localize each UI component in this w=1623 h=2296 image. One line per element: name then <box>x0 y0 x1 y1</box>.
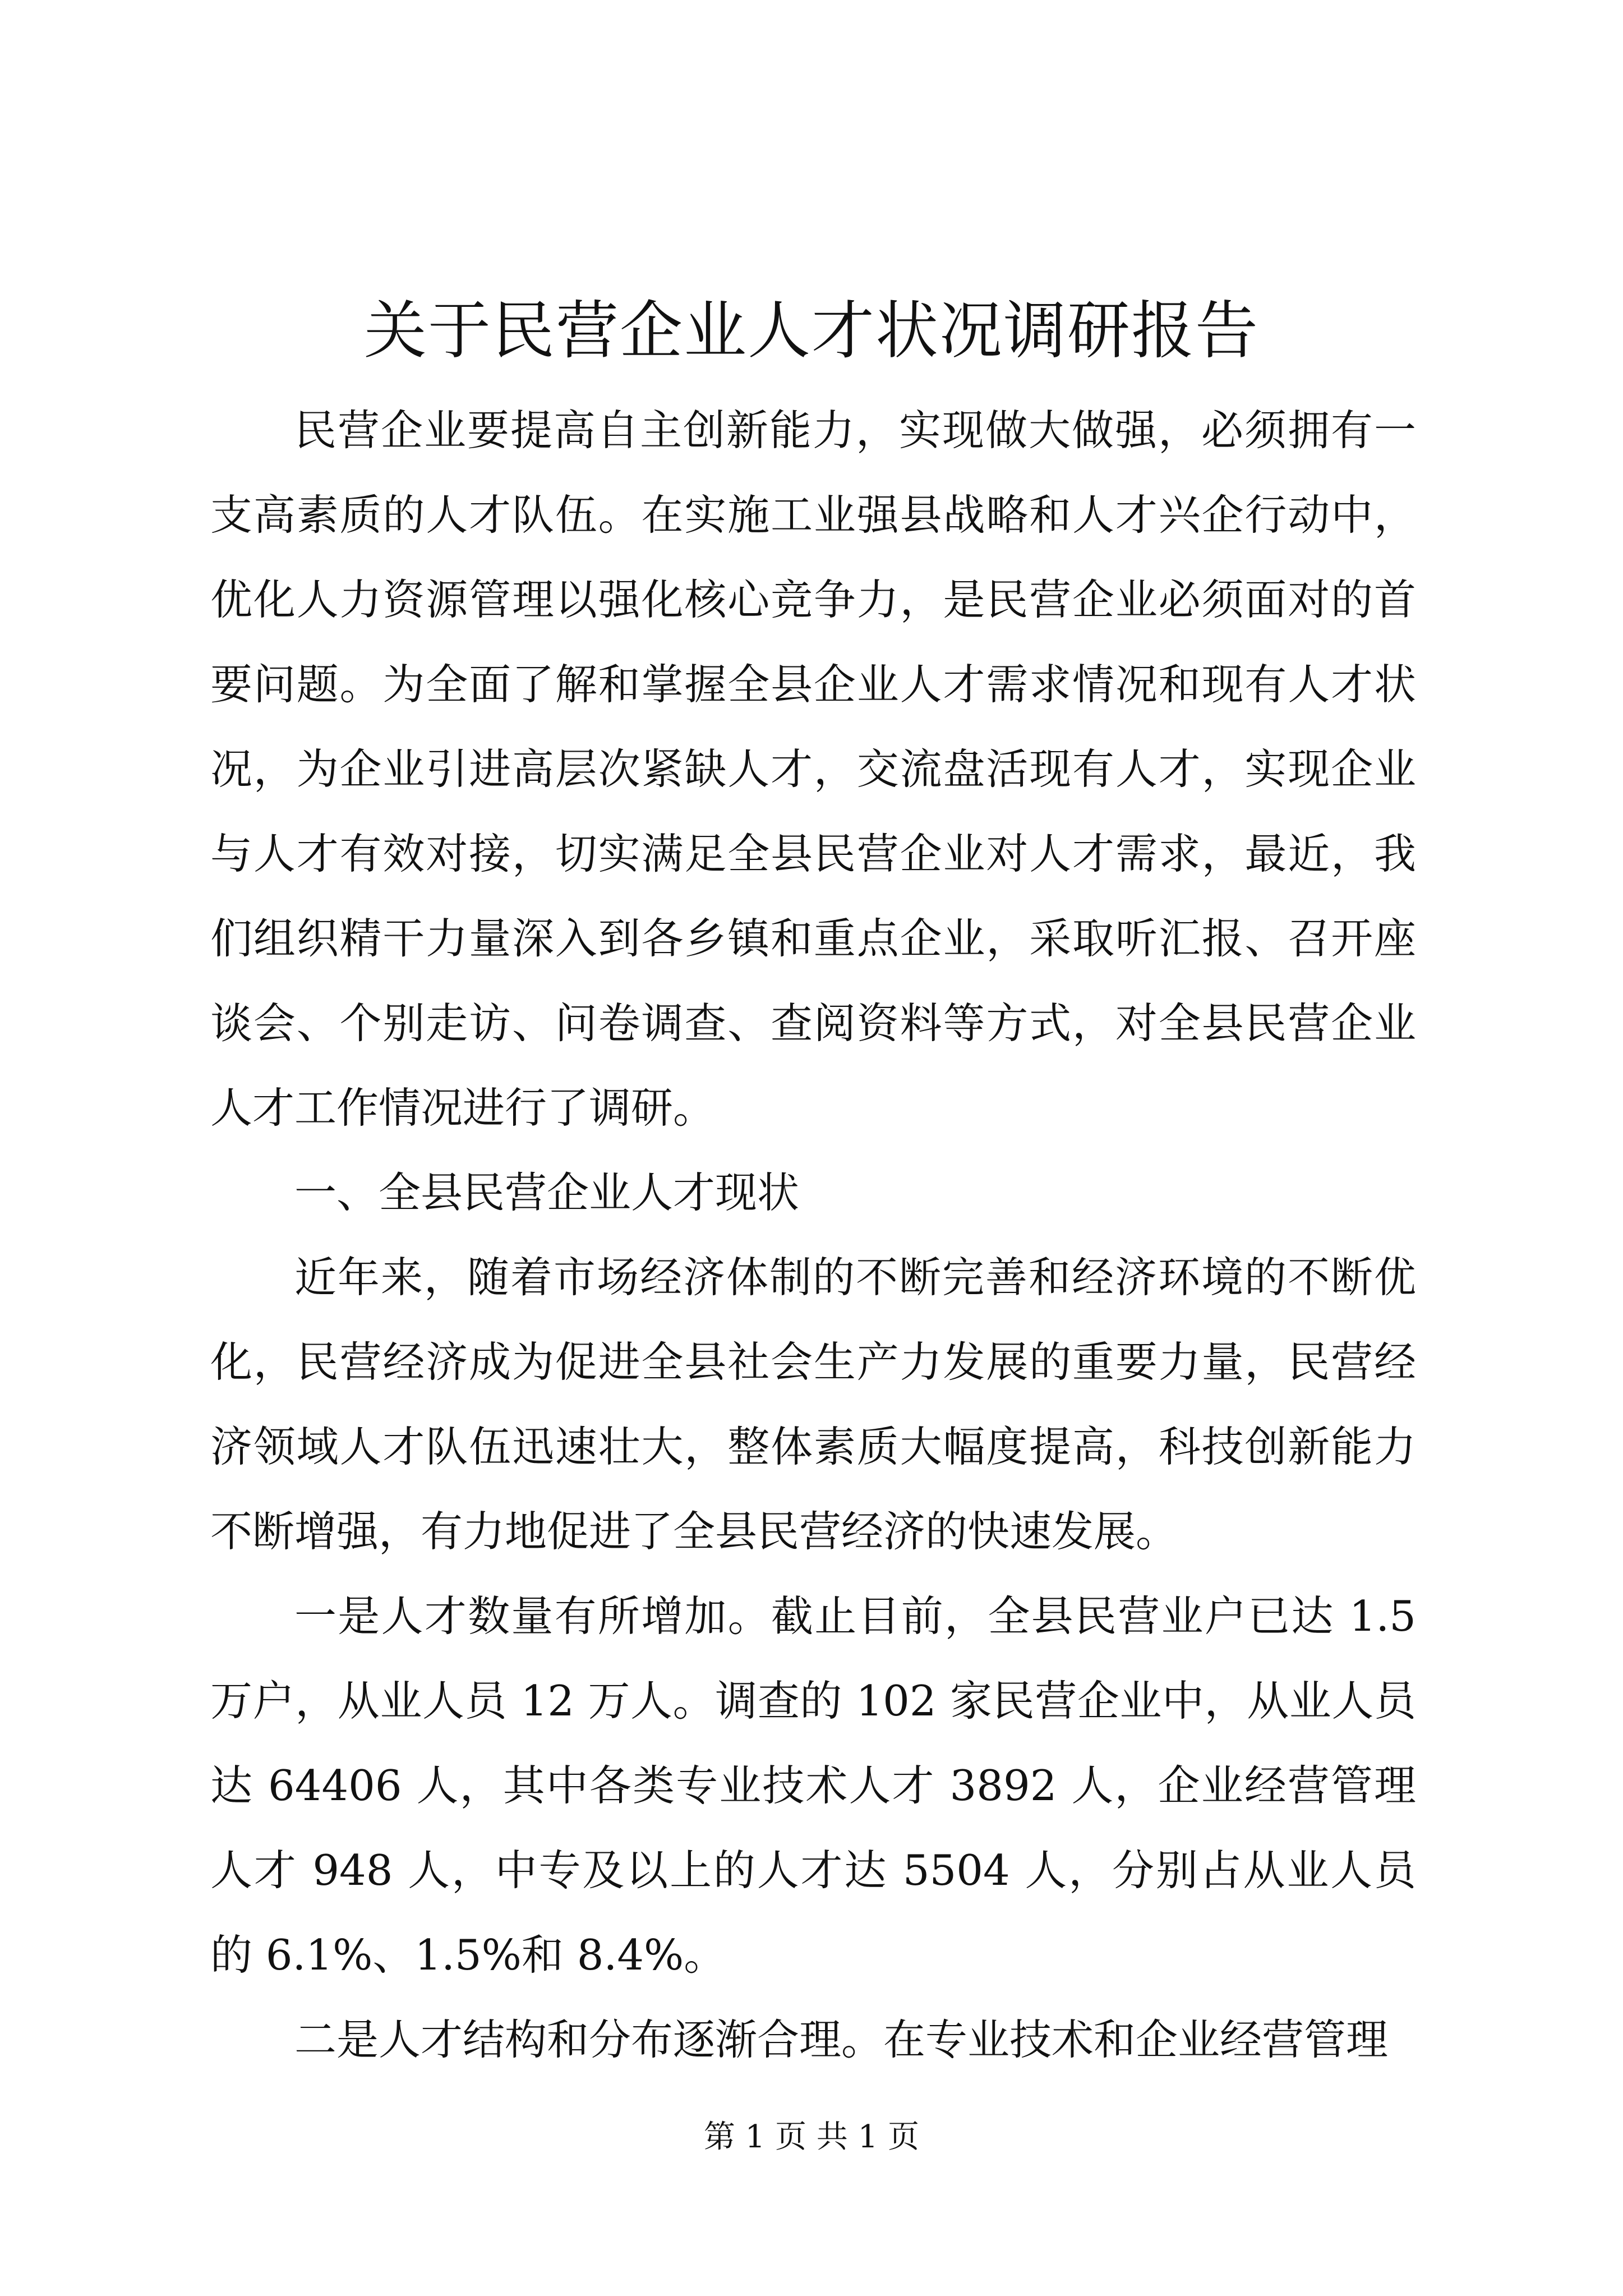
document-body <box>210 388 1416 2082</box>
page-footer: 第 1 页 共 1 页 <box>703 2119 920 2155</box>
section-heading-1: 一、全县民营企业人才现状 <box>294 1168 800 1217</box>
paragraph-overview: 近年来，随着市场经济体制的不断完善和经济环境的不断优化，民营经济成为促进全县社会生产力发展的重要力量，民营经济领域人才队伍迅速壮大，整体素质大幅度提高，科技创新能力不断增强，有力地促进了全县民营经济的快速发展。 <box>210 1253 1416 1556</box>
paragraph-intro: 民营企业要提高自主创新能力，实现做大做强，必须拥有一支高素质的人才队伍。在实施工业强县战略和人才兴企行动中，优化人力资源管理以强化核心竞争力，是民营企业必须面对的首要问题。为全面了解和掌握全县企业人才需求情况和现有人才状况，为企业引进高层次紧缺人才，交流盘活现有人才，实现企业与人才有效对接，切实满足全县民营企业对人才需求，最近，我们组织精干力量深入到各乡镇和重点企业，采取听汇报、召开座谈会、个别走访、问卷调查、查阅资料等方式，对全县民营企业人才工作情况进行了调研。 <box>210 406 1416 1133</box>
document-title: 关于民营企业人才状况调研报告 <box>364 295 1259 367</box>
paragraph-talent-quantity: 一是人才数量有所增加。截止目前，全县民营业户已达 1.5 万户，从业人员 12 万人。调查的 102 家民营企业中，从业人员达 64406 人，其中各类专业技术人才 3892 人，企业经营管理人才 948 人，中专及以上的人才达 5504 人，分别占从业人员的 6.1%、1.5%和 8.4%。 <box>210 1591 1416 1980</box>
paragraph-talent-structure: 二是人才结构和分布逐渐合理。在专业技术和企业经营管理 <box>294 2015 1389 2064</box>
